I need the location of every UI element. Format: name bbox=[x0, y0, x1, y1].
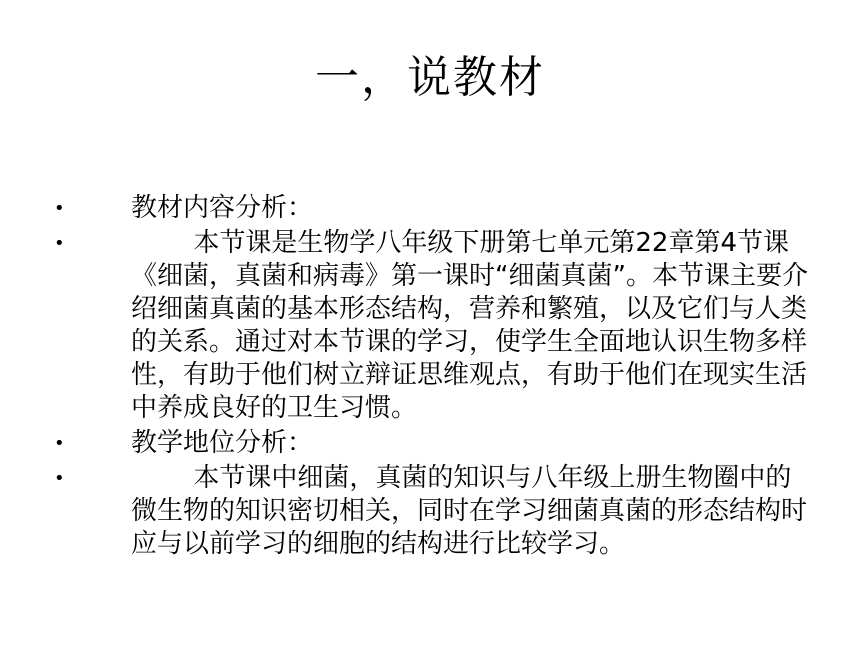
bullet-icon: • bbox=[54, 468, 65, 489]
bullet-item-2 bbox=[0, 227, 860, 425]
bullet-icon: • bbox=[54, 433, 65, 454]
bullet-item-4 bbox=[0, 462, 860, 561]
bullet-text-4: 本节课中细菌，真菌的知识与八年级上册生物圈中的微生物的知识密切相关，同时在学习细菌真菌的形态结构时应与以前学习的细胞的结构进行比较学习。 bbox=[131, 463, 808, 559]
bullet-text-3: 教学地位分析： bbox=[131, 428, 314, 458]
slide-title: 一，说教材 bbox=[315, 52, 545, 103]
bullet-item-1 bbox=[0, 192, 860, 225]
bullet-item-3 bbox=[0, 427, 860, 460]
bullet-icon: • bbox=[54, 233, 65, 254]
bullet-text-1: 教材内容分析： bbox=[131, 193, 314, 223]
bullet-list bbox=[0, 192, 860, 563]
bullet-text-2: 本节课是生物学八年级下册第七单元第22章第4节课《细菌，真菌和病毒》第一课时“细菌真菌”。本节课主要介绍细菌真菌的基本形态结构，营养和繁殖，以及它们与人类的关系。通过对本节课的学习，使学生全面地认识生物多样性，有助于他们树立辩证思维观点，有助于他们在现实生活中养成良好的卫生习惯。 bbox=[131, 228, 808, 423]
bullet-icon: • bbox=[54, 198, 65, 219]
